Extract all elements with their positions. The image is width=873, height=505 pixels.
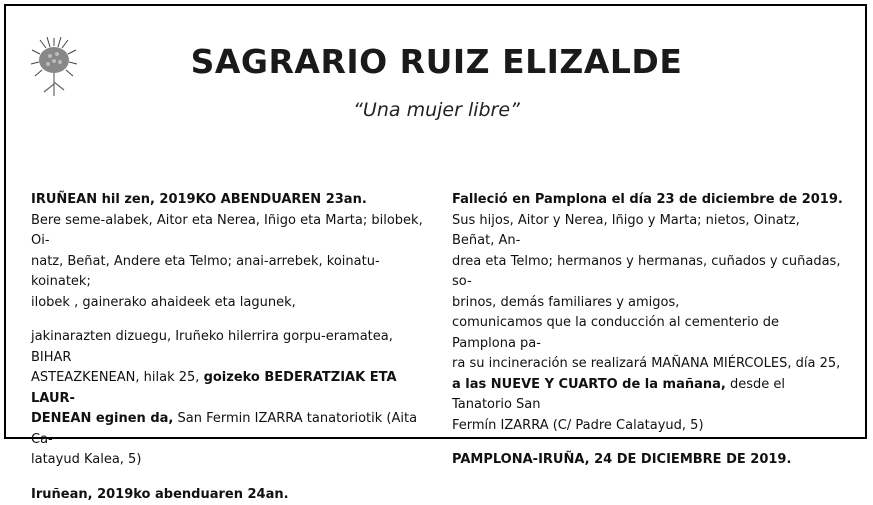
- text-segment: desde el Tanatorio San: [452, 377, 785, 413]
- text-line: [31, 368, 423, 409]
- basque-announcement: [31, 327, 423, 471]
- funeral-time-bold: DENEAN eginen da,: [31, 411, 173, 426]
- text-line: latayud Kalea, 5): [31, 450, 423, 471]
- text-line: comunicamos que la conducción al cementerio de Pamplona pa-: [452, 313, 846, 354]
- text-line: brinos, demás familiares y amigos,: [452, 293, 846, 314]
- text-line: ra su incineración se realizará MAÑANA MIÉRCOLES, día 25,: [452, 354, 846, 375]
- spanish-family-text: [452, 211, 846, 314]
- epitaph-quote: “Una mujer libre”: [0, 99, 873, 121]
- funeral-time-bold: a las NUEVE Y CUARTO de la mañana,: [452, 377, 726, 392]
- deceased-name: SAGRARIO RUIZ ELIZALDE: [0, 42, 873, 81]
- spanish-heading: Falleció en Pamplona el día 23 de diciembre de 2019.: [452, 190, 846, 211]
- text-segment: San Fermin IZARRA tanatoriotik (Aita Ca-: [31, 411, 417, 447]
- text-segment: ASTEAZKENEAN, hilak 25,: [31, 370, 204, 385]
- spanish-column: [452, 190, 846, 471]
- text-line: Fermín IZARRA (C/ Padre Calatayud, 5): [452, 416, 846, 437]
- basque-place-date: Iruñean, 2019ko abenduaren 24an.: [31, 485, 423, 505]
- text-line: Sus hijos, Aitor y Nerea, Iñigo y Marta; nietos, Oinatz, Beñat, An-: [452, 211, 846, 252]
- text-line: jakinarazten dizuegu, Iruñeko hilerrira gorpu-eramatea, BIHAR: [31, 327, 423, 368]
- text-line: ilobek , gainerako ahaideek eta lagunek,: [31, 293, 423, 314]
- text-line: drea eta Telmo; hermanos y hermanas, cuñados y cuñadas, so-: [452, 252, 846, 293]
- funeral-time-bold: goizeko BEDERATZIAK ETA LAUR-: [31, 370, 397, 406]
- text-line: [31, 409, 423, 450]
- text-line: [452, 375, 846, 416]
- basque-heading: IRUÑEAN hil zen, 2019KO ABENDUAREN 23an.: [31, 190, 423, 211]
- basque-family-text: [31, 211, 423, 314]
- spanish-place-date: PAMPLONA-IRUÑA, 24 DE DICIEMBRE DE 2019.: [452, 450, 846, 471]
- text-line: Bere seme-alabek, Aitor eta Nerea, Iñigo eta Marta; bilobek, Oi-: [31, 211, 423, 252]
- basque-column: [31, 190, 423, 505]
- spanish-announcement: [452, 313, 846, 436]
- text-line: natz, Beñat, Andere eta Telmo; anai-arrebek, koinatu-koinatek;: [31, 252, 423, 293]
